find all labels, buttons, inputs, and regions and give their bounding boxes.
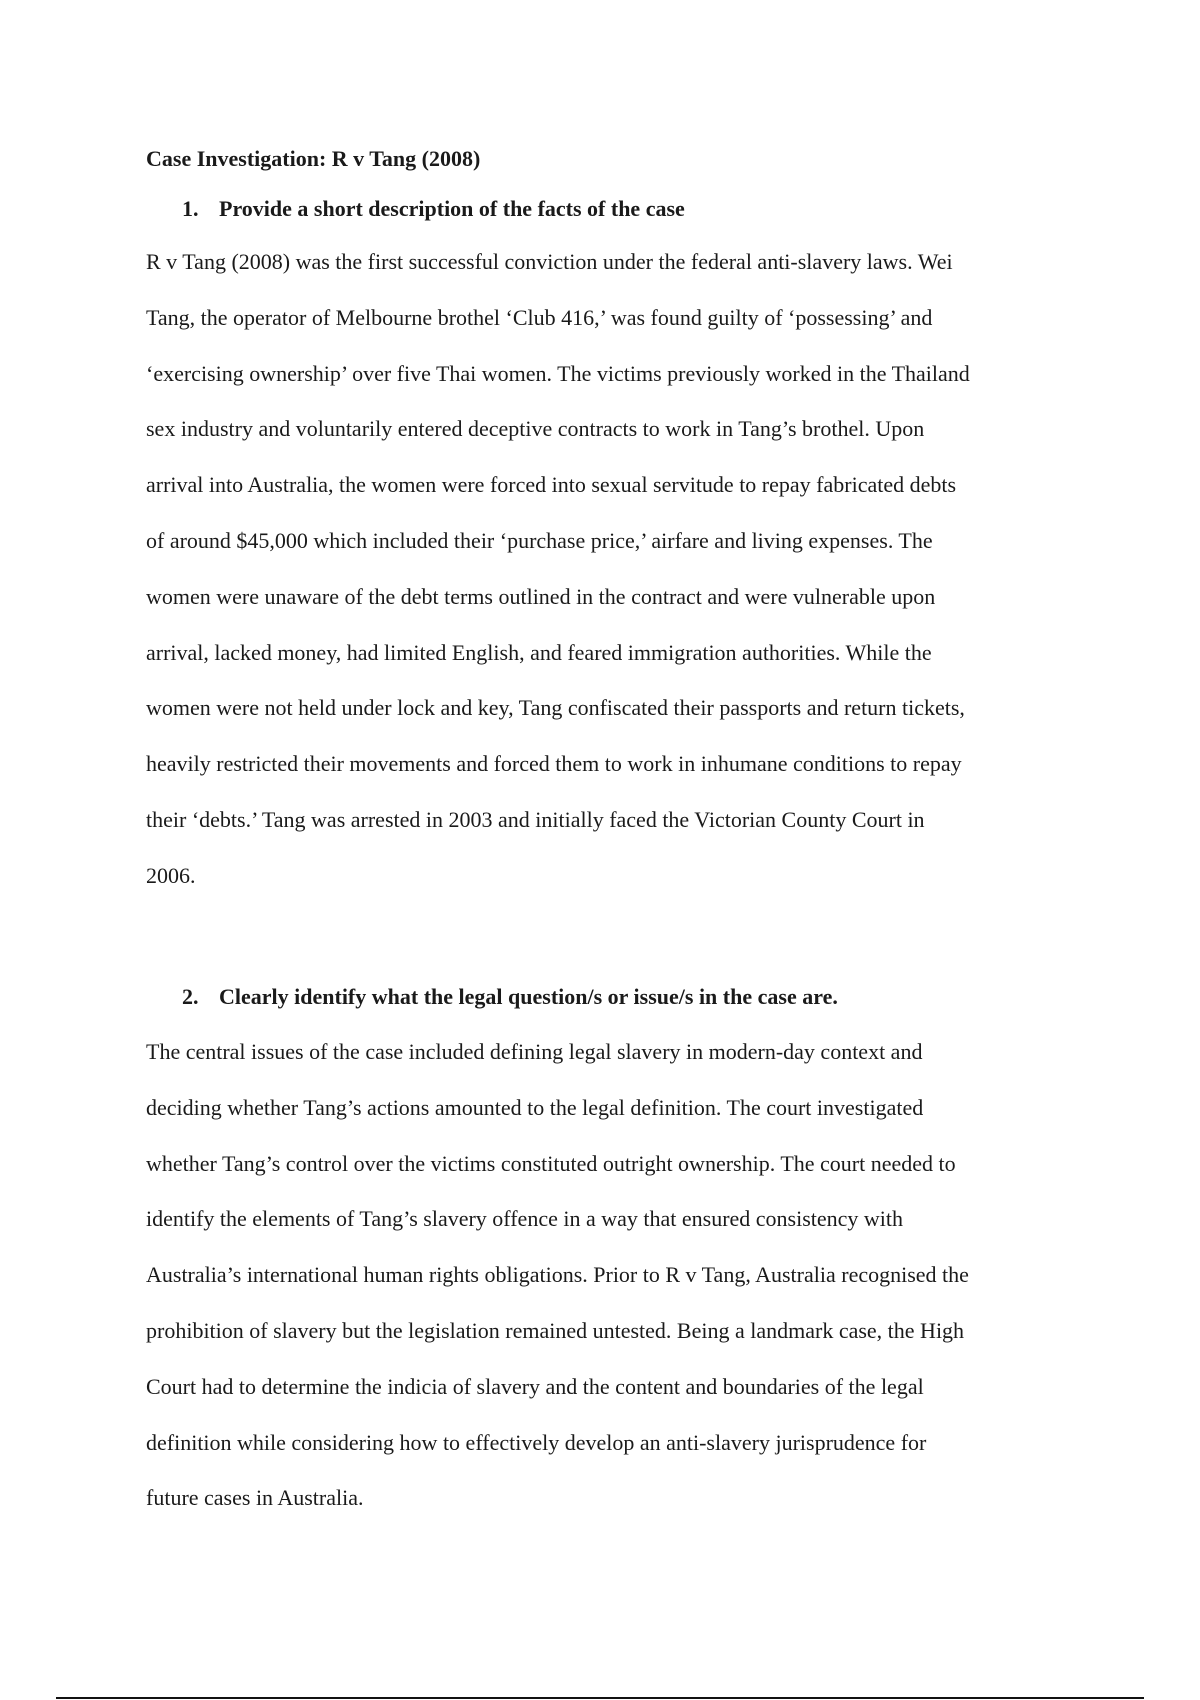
paragraph-line: heavily restricted their movements and forced them to work in inhumane conditions to repay xyxy=(146,751,962,777)
document-title: Case Investigation: R v Tang (2008) xyxy=(146,146,481,171)
section-2-paragraph xyxy=(146,1037,969,1539)
paragraph-line: their ‘debts.’ Tang was arrested in 2003 and initially faced the Victorian County Court in xyxy=(146,806,925,832)
page-bottom-rule xyxy=(56,1697,1144,1699)
paragraph-line: prohibition of slavery but the legislation remained untested. Being a landmark case, the High xyxy=(146,1317,965,1343)
section-1-paragraph xyxy=(146,247,970,917)
paragraph-line: The central issues of the case included defining legal slavery in modern-day context and xyxy=(146,1039,923,1064)
section-2-heading xyxy=(182,982,838,1012)
section-2-heading-text: Clearly identify what the legal question/s or issue/s in the case are. xyxy=(219,984,838,1009)
paragraph-line: 2006. xyxy=(146,862,196,888)
paragraph-line: identify the elements of Tang’s slavery offence in a way that ensured consistency with xyxy=(146,1206,904,1232)
paragraph-line: ‘exercising ownership’ over five Thai women. The victims previously worked in the Thailand xyxy=(146,360,970,386)
paragraph-line: whether Tang’s control over the victims constituted outright ownership. The court needed to xyxy=(146,1150,956,1176)
section-1-number: 1. xyxy=(182,196,199,221)
paragraph-line: women were not held under lock and key, Tang confiscated their passports and return tickets, xyxy=(146,695,965,721)
paragraph-line: R v Tang (2008) was the first successful conviction under the federal anti-slavery laws. Wei xyxy=(146,249,953,274)
paragraph-line: Court had to determine the indicia of slavery and the content and boundaries of the legal xyxy=(146,1373,924,1399)
paragraph-line: sex industry and voluntarily entered deceptive contracts to work in Tang’s brothel. Upon xyxy=(146,416,925,442)
paragraph-line: definition while considering how to effectively develop an anti-slavery jurisprudence for xyxy=(146,1429,927,1455)
paragraph-line: arrival into Australia, the women were forced into sexual servitude to repay fabricated debts xyxy=(146,472,957,498)
paragraph-line: women were unaware of the debt terms outlined in the contract and were vulnerable upon xyxy=(146,583,936,609)
paragraph-line: deciding whether Tang’s actions amounted to the legal definition. The court investigated xyxy=(146,1094,924,1120)
paragraph-line: Australia’s international human rights obligations. Prior to R v Tang, Australia recognised the xyxy=(146,1262,969,1288)
section-1-heading xyxy=(182,194,685,224)
paragraph-line: of around $45,000 which included their ‘purchase price,’ airfare and living expenses. The xyxy=(146,527,933,553)
paragraph-line: arrival, lacked money, had limited English, and feared immigration authorities. While the xyxy=(146,639,932,665)
paragraph-line: Tang, the operator of Melbourne brothel ‘Club 416,’ was found guilty of ‘possessing’ and xyxy=(146,304,933,330)
section-1-heading-text: Provide a short description of the facts of the case xyxy=(219,196,685,221)
paragraph-line: future cases in Australia. xyxy=(146,1485,364,1511)
section-2-number: 2. xyxy=(182,984,199,1009)
